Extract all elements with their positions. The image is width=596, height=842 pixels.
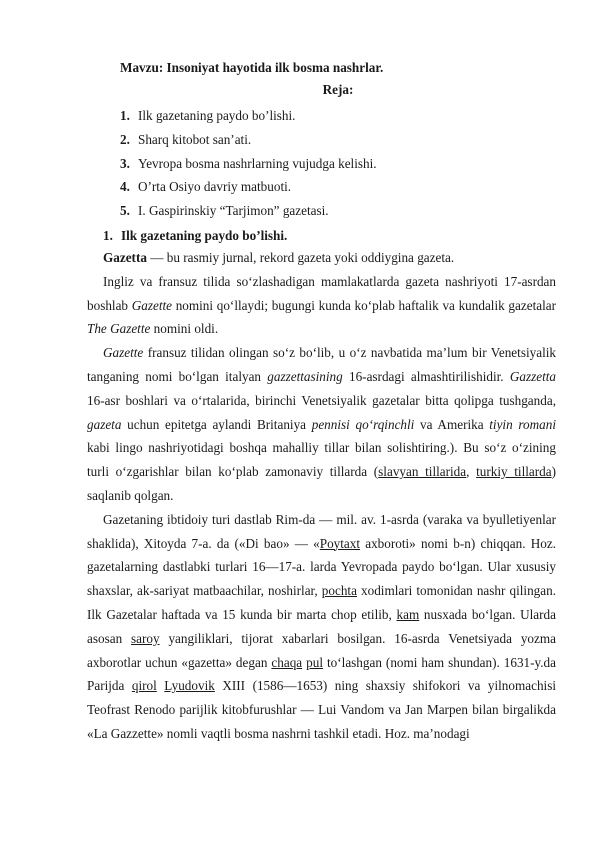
link-pochta[interactable]: pochta xyxy=(321,583,357,599)
paragraph-etymology-french xyxy=(87,341,556,508)
text-run: XIII (1586—1653) ning shaxsiy shifokori va yilnomachisi Teofrast Renodo parijlik kitobfurushlar — Lui Vandom va Jan Marpen bilan birgalikda «La Gazzette» nomli vaqtli bosma nashrni tashkil etadi. Hoz. ma’nodagi xyxy=(87,678,557,741)
text-run: to‘lashgan (nomi ham shundan). 1631-y.da Parijda xyxy=(87,654,557,694)
link-kam[interactable]: kam xyxy=(396,606,420,622)
plan-item-number: 2. xyxy=(120,131,130,147)
plan-item-number: 5. xyxy=(120,203,130,219)
term-gazetta: Gazetta xyxy=(103,250,147,265)
text-run: Ingliz va fransuz tilida so‘zlashadigan mamlakatlarda gazeta nashriyoti 17-asrdan boshlab xyxy=(87,273,556,313)
plan-item xyxy=(120,175,377,199)
text-run: 16-asrdagi almashtirilishidir. xyxy=(342,368,510,384)
paragraph-etymology-english xyxy=(87,270,556,341)
page-title: Mavzu: Insoniyat hayotida ilk bosma nashrlar. xyxy=(120,60,384,75)
link-pul[interactable]: pul xyxy=(306,654,324,670)
italic-term: tiyin romani xyxy=(489,416,556,432)
text-run: — bu rasmiy jurnal, rekord gazeta yoki oddiygina gazeta. xyxy=(146,250,455,265)
paragraph-definition xyxy=(87,246,556,270)
text-run: axboroti» nomi b-n) chiqqan. Hoz. gazetalarning dastlabki turlari 16—17-a. larda Yevropada paydo bo‘lgan. Ular xususiy shaxslar, ak-sariyat matbaachilar, noshirlar, xyxy=(87,535,556,599)
text-run: nomini qo‘llaydi; bugungi kunda ko‘plab haftalik va kundalik gazetalar xyxy=(172,297,556,313)
text-run: ) saqlanib qolgan. xyxy=(87,464,557,503)
plan-item-text: Sharq kitobot san’ati. xyxy=(138,131,252,147)
body-text xyxy=(87,246,556,746)
plan-item xyxy=(120,104,377,128)
italic-term: gazeta xyxy=(87,416,122,432)
text-run: yangiliklari, tijorat xabarlari bosilgan. 16-asrda Venetsiyada yozma axborotlar uchun «gazetta» degan xyxy=(87,630,556,670)
plan-item-text: O’rta Osiyo davriy matbuoti. xyxy=(138,179,292,195)
link-chaqa[interactable]: chaqa xyxy=(271,654,303,670)
italic-term: Gazette xyxy=(103,345,144,361)
text-run: va Amerika xyxy=(414,416,490,432)
text-run: fransuz tilidan olingan so‘z bo‘lib, u o‘z navbatida ma’lum bir Venetsiyalik tanganing nomi bo‘lgan italyan xyxy=(87,345,556,384)
italic-term: The Gazette xyxy=(87,321,151,337)
paragraph-history xyxy=(87,508,556,746)
link-saroy[interactable]: saroy xyxy=(131,630,160,646)
plan-list xyxy=(120,104,377,223)
link-turkiy-tillarda[interactable]: turkiy tillarda xyxy=(476,464,552,480)
plan-item xyxy=(120,152,377,176)
plan-item-text: Yevropa bosma nashrlarning vujudga kelishi. xyxy=(138,155,377,171)
italic-term: gazzettasining xyxy=(267,368,343,384)
italic-term: Gazzetta xyxy=(509,368,556,384)
link-lyudovik[interactable]: Lyudovik xyxy=(164,678,215,694)
link-slavyan-tillarida[interactable]: slavyan tillarida xyxy=(378,464,467,480)
plan-item xyxy=(120,199,377,223)
plan-heading: Reja: xyxy=(322,82,354,97)
text-run: , xyxy=(466,464,477,480)
italic-term: pennisi qo‘rqinchli xyxy=(311,416,415,432)
text-run: 16-asr boshlari va o‘rtalarida, birinchi Venetsiyalik gazetalar bitta qolipga tushganda, xyxy=(87,392,556,408)
text-run: nusxada bo‘lgan. Ularda asosan xyxy=(87,606,556,646)
text-run: xodimlari tomonidan nashr qilingan. Ilk Gazetalar haftada va 15 kunda bir marta chop etilib, xyxy=(87,583,556,622)
text-run: Gazetaning ibtidoiy turi dastlab Rim-da — mil. av. 1-asrda (varaka va byulletiyenlar shaklida), Xitoyda 7-a. da («Di bao» — « xyxy=(87,511,556,551)
plan-item xyxy=(120,128,377,152)
section-title: Ilk gazetaning paydo bo’lishi. xyxy=(121,228,288,243)
plan-item-number: 1. xyxy=(120,108,130,123)
plan-item-number: 4. xyxy=(120,179,130,195)
text-run: uchun epitetga aylandi Britaniya xyxy=(121,416,312,432)
link-qirol[interactable]: qirol xyxy=(131,678,157,694)
text-run: nomini oldi. xyxy=(150,321,219,337)
text-run: kabi lingo nashriyotidagi boshqa mahalliy tillar bilan solishtiring.). Bu so‘z o‘zining turli o‘zgarishlar bilan ko‘plab zamonaviy tillarda ( xyxy=(87,440,556,480)
plan-item-text: Ilk gazetaning paydo bo’lishi. xyxy=(138,108,296,123)
plan-item-text: I. Gaspirinskiy “Tarjimon” gazetasi. xyxy=(138,203,329,219)
section-heading xyxy=(103,224,287,248)
link-poytaxt[interactable]: Poytaxt xyxy=(319,535,361,551)
plan-item-number: 3. xyxy=(120,155,130,171)
italic-term: Gazette xyxy=(131,297,173,313)
section-number: 1. xyxy=(103,228,113,243)
